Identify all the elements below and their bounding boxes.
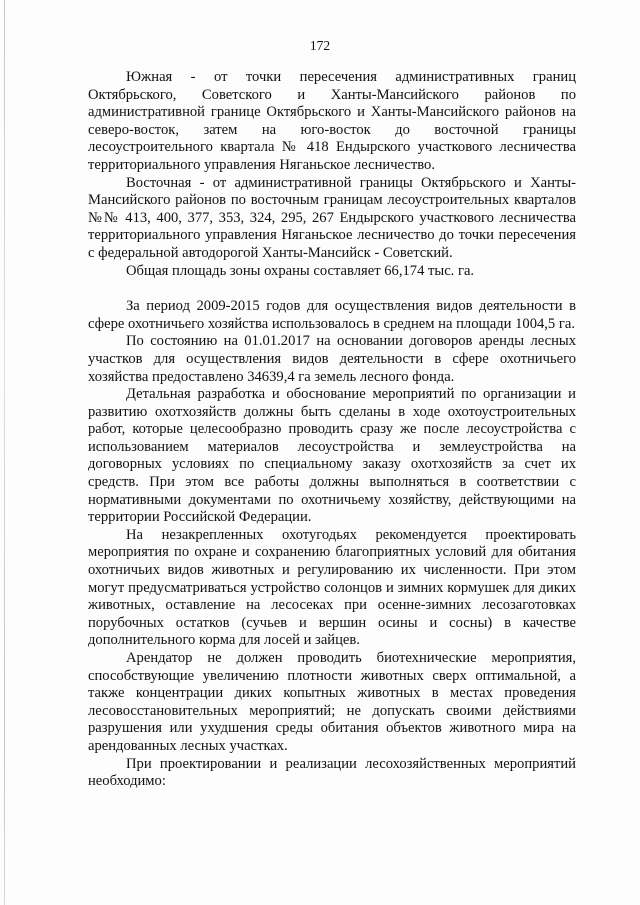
paragraph-south-boundary: Южная - от точки пересечения административных границ Октябрьского, Советского и Ханты-Мансийского районов по административной границе Октябрьского и Ханты-Мансийского районов на северо-восток, затем на юго-восток до восточной границы лесоустроительного квартала № 418 Ендырского участкового лесничества территориального управления Няганьское лесничество. xyxy=(88,69,576,173)
document-body xyxy=(88,69,576,791)
paragraph-usage-period: За период 2009-2015 годов для осуществления видов деятельности в сфере охотничьего хозяйства использовалось в среднем на площади 1004,5 га. xyxy=(88,298,576,332)
paragraph-total-area: Общая площадь зоны охраны составляет 66,174 тыс. га. xyxy=(126,262,475,279)
paragraph-unassigned-grounds: На незакрепленных охотугодьях рекомендуется проектировать мероприятия по охране и сохранению благоприятных условий для обитания охотничьих видов животных и регулированию их численности. При этом могут предусматриваться устройство солонцов и зимних кормушек для диких животных, оставление на лесосеках при осенне-зимних лесозаготовках порубочных остатков (сучьев и вершин осины и сосны) в качестве дополнительного корма для лосей и зайцев. xyxy=(88,526,576,649)
scan-edge-line xyxy=(4,0,5,905)
paragraph-requirements-intro: При проектировании и реализации лесохозяйственных мероприятий необходимо: xyxy=(88,755,576,790)
paragraph-east-boundary: Восточная - от административной границы Октябрьского и Ханты-Мансийского районов по восточным границам лесоустроительных кварталов №№ 413, 400, 377, 353, 324, 295, 267 Ендырского участкового лесничества территориального управления Няганьское лесничество до точки пересечения с федеральной автодорогой Ханты-Мансийск - Советский. xyxy=(88,174,576,261)
paragraph-lessee-restrictions: Арендатор не должен проводить биотехнические мероприятия, способствующие увеличению плотности животных сверх оптимальной, а также концентрации диких копытных животных в местах проведения лесовосстановительных мероприятий; не допускать своими действиями разрушения или ухудшения среды обитания объектов животного мира на арендованных лесных участках. xyxy=(88,650,576,754)
paragraph-lease-status: По состоянию на 01.01.2017 на основании договоров аренды лесных участков для осуществления видов деятельности в сфере охотничьего хозяйства предоставлено 34639,4 га земель лесного фонда. xyxy=(88,333,576,385)
page-number: 172 xyxy=(309,38,331,53)
paragraph-detailed-development: Детальная разработка и обоснование мероприятий по организации и развитию охотхозяйств должны быть сделаны в ходе охотоустроительных работ, которые целесообразно проводить сразу же после лесоустройства с использованием материалов лесоустройства и землеустройства на договорных условиях по специальному заказу охотхозяйств за счет их средств. При этом все работы должны выполняться в соответствии с нормативными документами по охотничьему хозяйству, действующими на территории Российской Федерации. xyxy=(88,386,576,526)
